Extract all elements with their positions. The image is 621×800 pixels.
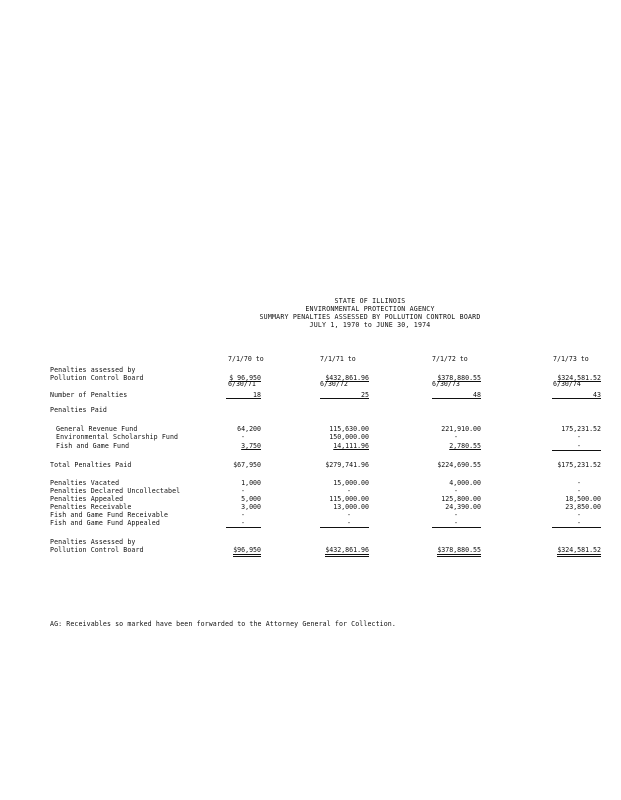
row-label-fish-game: Fish and Game Fund [56, 442, 130, 450]
total-paid-value-2: $279,741.96 [325, 461, 369, 469]
receivable-value-1: 3,000 [241, 503, 261, 511]
number-value-1: 18 [253, 391, 261, 399]
scholarship-value-2: 150,000.00 [329, 433, 369, 441]
report-title: SUMMARY PENALTIES ASSESSED BY POLLUTION CONTROL BOARD [259, 313, 481, 321]
assessed-value-3: $378,880.55 [437, 374, 481, 382]
scholarship-value-4: - [577, 433, 581, 441]
assessed-value-1: $ 96,950 [229, 374, 261, 382]
vacated-value-4: - [577, 479, 581, 487]
report-period: JULY 1, 1970 to JUNE 30, 1974 [309, 321, 431, 329]
uncollectable-value-3: - [454, 487, 458, 495]
receivable-value-4: 23,850.00 [565, 503, 601, 511]
vacated-value-1: 1,000 [241, 479, 261, 487]
fg-appealed-value-3: - [454, 519, 458, 527]
appealed-value-4: 18,500.00 [565, 495, 601, 503]
row-label-receivable: Penalties Receivable [50, 503, 132, 511]
final-value-3: $378,880.55 [437, 546, 481, 557]
row-label-total-paid: Total Penalties Paid [50, 461, 132, 469]
general-value-4: 175,231.52 [561, 425, 601, 433]
agency-title: ENVIRONMENTAL PROTECTION AGENCY [305, 305, 435, 313]
section-penalties-paid: Penalties Paid [50, 406, 107, 414]
receivable-value-2: 13,000.00 [333, 503, 369, 511]
fish-game-value-4: - [577, 442, 581, 450]
final-value-2: $432,861.96 [325, 546, 369, 557]
fg-receivable-value-1: - [241, 511, 245, 519]
fish-game-value-3: 2,780.55 [449, 442, 481, 450]
vacated-value-3: 4,000.00 [449, 479, 481, 487]
appealed-value-3: 125,800.00 [441, 495, 481, 503]
fg-receivable-value-3: - [454, 511, 458, 519]
fg-appealed-value-2: - [347, 519, 351, 527]
column-heading-4: 7/1/73 to 6/30/74 [553, 355, 589, 389]
row-label-assessed-1: Penalties assessed by [50, 366, 136, 374]
fg-receivable-value-4: - [577, 511, 581, 519]
scholarship-value-3: - [454, 433, 458, 441]
fish-game-value-1: 3,750 [241, 442, 261, 450]
fish-game-value-2: 14,111.96 [333, 442, 369, 450]
final-value-4: $324,581.52 [557, 546, 601, 557]
rule-fg-appealed-2 [320, 527, 369, 528]
vacated-value-2: 15,000.00 [333, 479, 369, 487]
number-value-4: 43 [593, 391, 601, 399]
rule-fg-appealed-3 [432, 527, 481, 528]
uncollectable-value-2: - [347, 487, 351, 495]
appealed-value-1: 5,000 [241, 495, 261, 503]
column-heading-2: 7/1/71 to 6/30/72 [320, 355, 356, 389]
number-value-2: 25 [361, 391, 369, 399]
fg-appealed-value-4: - [577, 519, 581, 527]
row-label-appealed: Penalties Appealed [50, 495, 124, 503]
appealed-value-2: 115,000.00 [329, 495, 369, 503]
scholarship-value-1: - [241, 433, 245, 441]
rule-fg-appealed-4 [552, 527, 601, 528]
state-title: STATE OF ILLINOIS [334, 297, 406, 305]
fg-appealed-value-1: - [241, 519, 245, 527]
row-label-uncollectable: Penalties Declared Uncollectabel [50, 487, 181, 495]
number-value-3: 48 [473, 391, 481, 399]
row-label-number: Number of Penalties [50, 391, 128, 399]
total-paid-value-3: $224,690.55 [437, 461, 481, 469]
column-heading-3: 7/1/72 to 6/30/73 [432, 355, 468, 389]
assessed-value-4: $324,581.52 [557, 374, 601, 382]
uncollectable-value-4: - [577, 487, 581, 495]
row-label-vacated: Penalties Vacated [50, 479, 120, 487]
uncollectable-value-1: - [241, 487, 245, 495]
row-label-fg-appealed: Fish and Game Fund Appealed [50, 519, 160, 527]
general-value-2: 115,630.00 [329, 425, 369, 433]
row-label-general: General Revenue Fund [56, 425, 138, 433]
row-label-fg-receivable: Fish and Game Fund Receivable [50, 511, 169, 519]
general-value-3: 221,910.00 [441, 425, 481, 433]
final-value-1: $96,950 [233, 546, 261, 557]
row-label-final-1: Penalties Assessed by [50, 538, 136, 546]
row-label-assessed-2: Pollution Control Board [50, 374, 144, 382]
rule-fg-appealed-1 [226, 527, 261, 528]
row-label-final-2: Pollution Control Board [50, 546, 144, 554]
general-value-1: 64,200 [237, 425, 261, 433]
total-paid-value-1: $67,950 [233, 461, 261, 469]
row-label-scholarship: Environmental Scholarship Fund [56, 433, 179, 441]
fg-receivable-value-2: - [347, 511, 351, 519]
assessed-value-2: $432,861.96 [325, 374, 369, 382]
receivable-value-3: 24,390.00 [445, 503, 481, 511]
rule-fish-game-4 [552, 450, 601, 451]
footnote: AG: Receivables so marked have been forwarded to the Attorney General for Collection. [50, 620, 396, 628]
column-heading-1: 7/1/70 to 6/30/71 [228, 355, 264, 389]
total-paid-value-4: $175,231.52 [557, 461, 601, 469]
